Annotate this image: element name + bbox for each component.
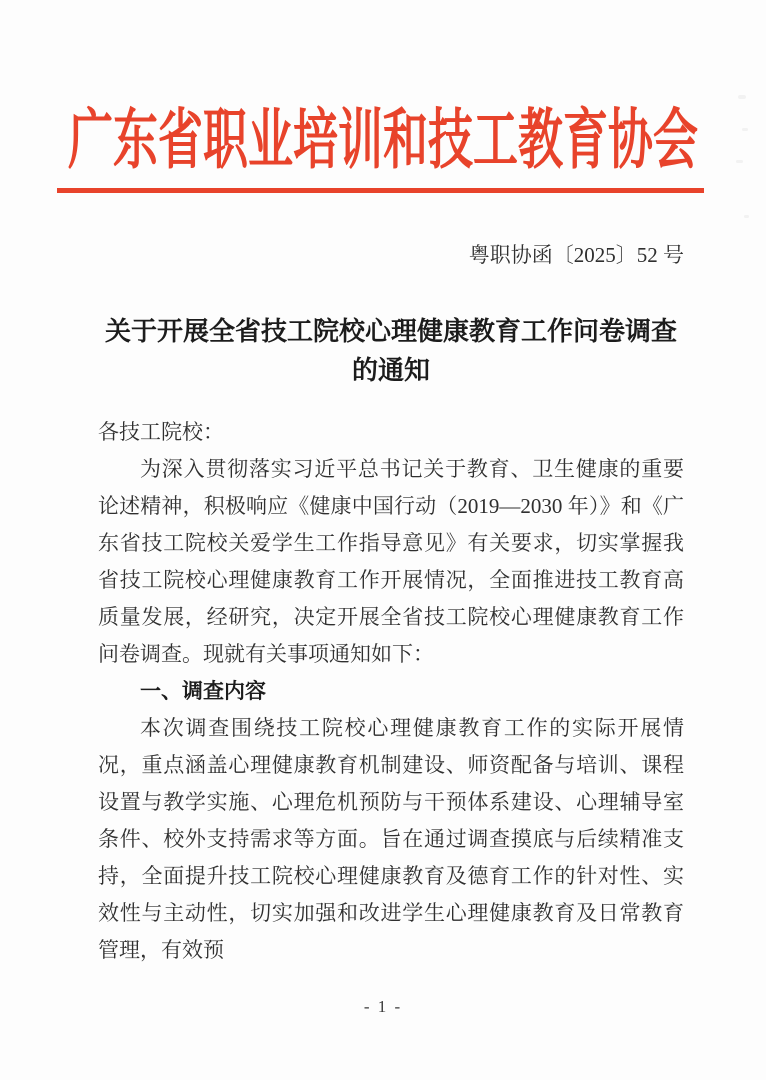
letterhead-divider-rule bbox=[57, 188, 704, 193]
scan-artifact bbox=[736, 160, 743, 163]
document-number: 粤职协函〔2025〕52 号 bbox=[468, 243, 684, 267]
section-1-paragraph: 本次调查围绕技工院校心理健康教育工作的实际开展情况，重点涵盖心理健康教育机制建设、师资配备与培训、课程设置与教学实施、心理危机预防与干预体系建设、心理辅导室条件、校外支持需求等方面。旨在通过调查摸底与后续精准支持，全面提升技工院校心理健康教育及德育工作的针对性、实效性与主动性，切实加强和改进学生心理健康教育及日常教育管理，有效预 bbox=[98, 716, 684, 962]
document-title bbox=[78, 312, 704, 390]
scan-artifact bbox=[738, 95, 746, 99]
document-title-line-1: 关于开展全省技工院校心理健康教育工作问卷调查 bbox=[104, 317, 677, 346]
intro-paragraph: 为深入贯彻落实习近平总书记关于教育、卫生健康的重要论述精神，积极响应《健康中国行动（2019—2030 年）》和《广东省技工院校关爱学生工作指导意见》有关要求，切实掌握我省技工院校心理健康教育工作开展情况，全面推进技工教育高质量发展，经研究，决定开展全省技工院校心理健康教育工作问卷调查。现就有关事项通知如下： bbox=[98, 457, 684, 666]
scan-artifact bbox=[744, 215, 749, 218]
scan-artifact bbox=[742, 128, 748, 131]
letterhead-org-name: 广东省职业培训和技工教育协会 bbox=[67, 103, 698, 177]
salutation: 各技工院校： bbox=[98, 420, 224, 444]
document-body bbox=[98, 414, 684, 969]
document-title-line-2: 的通知 bbox=[351, 356, 430, 385]
section-1-heading: 一、调查内容 bbox=[140, 680, 266, 703]
page-number: - 1 - bbox=[363, 997, 403, 1016]
